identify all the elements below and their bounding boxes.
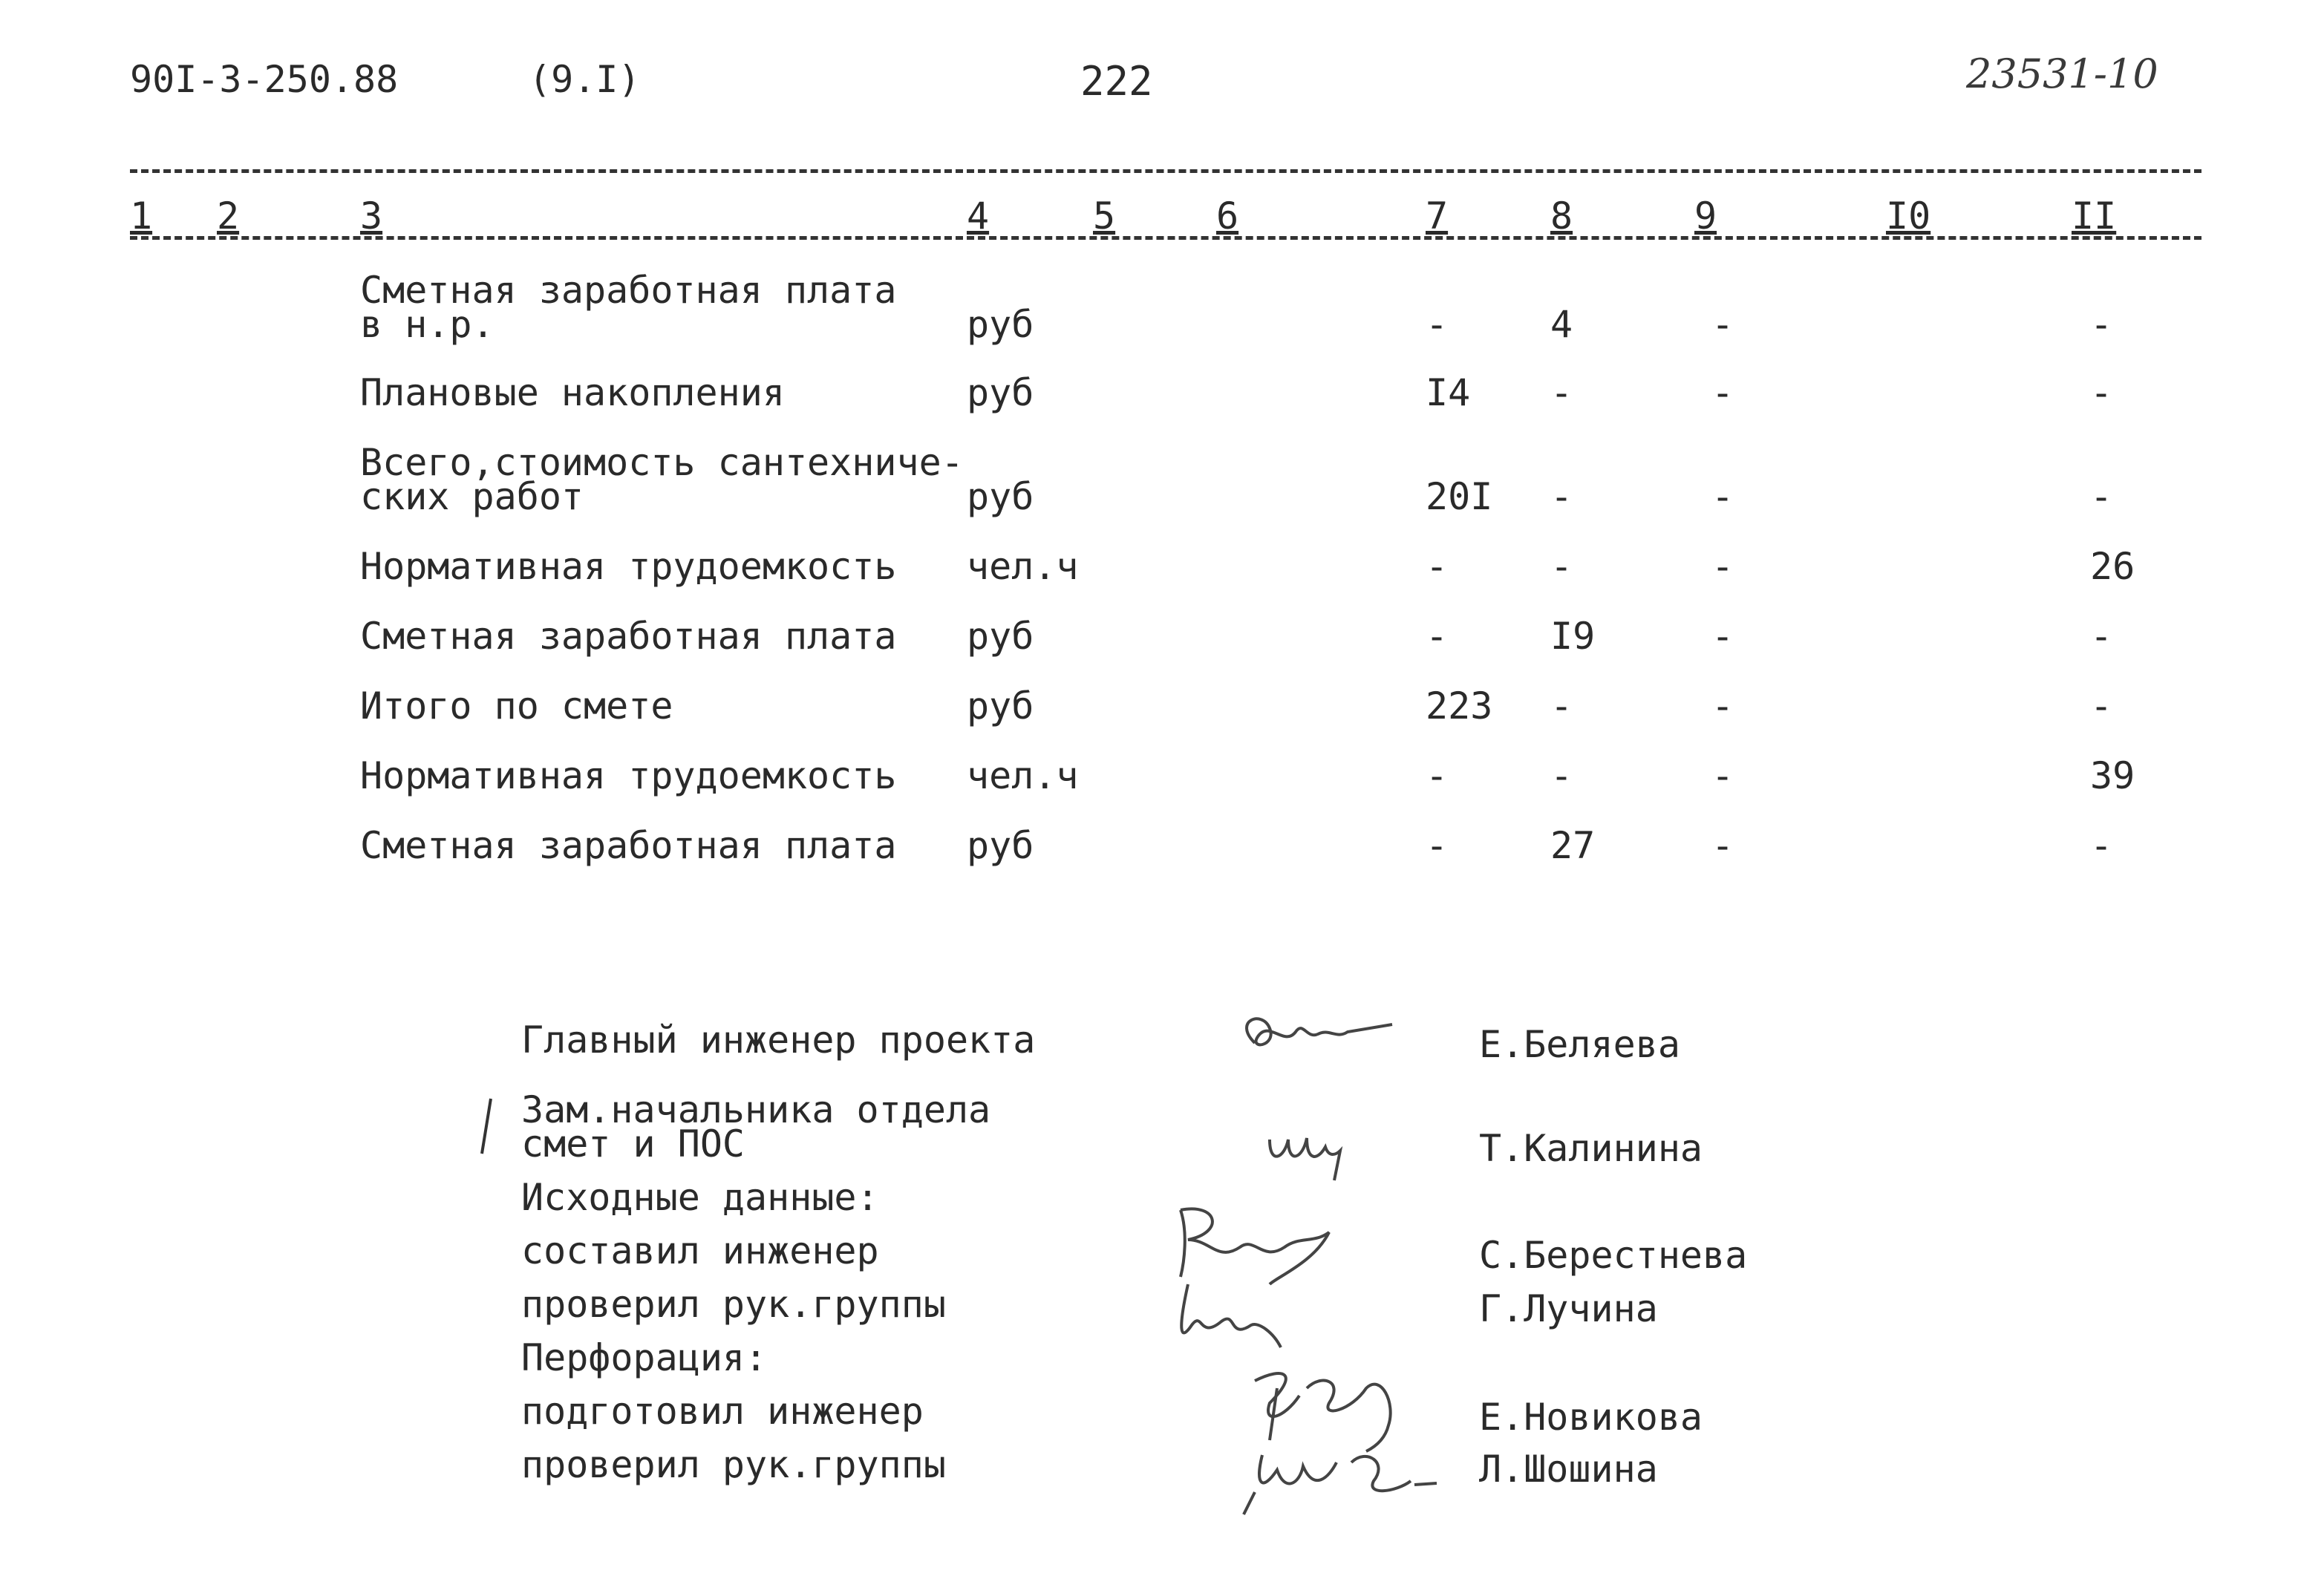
signature-title-line: Исходные данные: (521, 1176, 879, 1219)
row-col9-value: - (1711, 303, 1734, 346)
signature-title-line: подготовил инженер (521, 1390, 924, 1433)
column-number-8: 8 (1550, 194, 1573, 238)
row-name-line: Нормативная трудоемкость (360, 754, 897, 797)
row-unit: руб (967, 615, 1034, 658)
document-code: 90I-3-250.88 (130, 58, 399, 101)
row-name-line: в н.р. (360, 303, 494, 346)
top-dashed-rule (130, 169, 2201, 173)
row-col11-value: - (2090, 371, 2113, 414)
signature-title-line: Главный инженер проекта (521, 1019, 1036, 1062)
row-col9-value: - (1711, 475, 1734, 518)
row-col9-value: - (1711, 545, 1734, 588)
column-number-10: I0 (1886, 194, 1931, 238)
row-col7-value: I4 (1426, 371, 1471, 414)
signature-title-line: составил инженер (521, 1229, 879, 1272)
signatory-name: Е.Новикова (1479, 1396, 1703, 1439)
archive-number: 23531-10 (1966, 50, 2158, 97)
signature-title-line: проверил рук.группы (521, 1283, 946, 1326)
row-name (360, 684, 673, 728)
column-number-7: 7 (1426, 194, 1449, 238)
row-unit: руб (967, 303, 1034, 346)
row-col9-value: - (1711, 824, 1734, 867)
row-col7-value: - (1426, 615, 1449, 658)
row-unit: руб (967, 475, 1034, 518)
signature-mark-berestneva (1166, 1203, 1344, 1287)
row-col11-value: 26 (2090, 545, 2135, 588)
row-name-line: Всего,стоимость сантехниче- (360, 441, 964, 484)
row-unit: руб (967, 824, 1034, 867)
row-name (360, 615, 897, 658)
column-number-5: 5 (1093, 194, 1116, 238)
row-name (360, 545, 897, 588)
column-number-2: 2 (217, 194, 240, 238)
signature-title (521, 1443, 946, 1486)
row-col8-value: 4 (1550, 303, 1573, 346)
row-col7-value: - (1426, 545, 1449, 588)
row-col11-value: - (2090, 684, 2113, 728)
row-col9-value: - (1711, 615, 1734, 658)
row-col11-value: - (2090, 303, 2113, 346)
signature-mark-shoshina (1240, 1440, 1440, 1525)
signature-title-line: проверил рук.группы (521, 1443, 946, 1486)
row-name-line: Нормативная трудоемкость (360, 545, 897, 588)
row-col7-value: - (1426, 303, 1449, 346)
row-name (360, 269, 897, 346)
row-name (360, 824, 897, 867)
row-col8-value: I9 (1550, 615, 1596, 658)
signature-title (521, 1176, 879, 1219)
signature-title (521, 1336, 768, 1379)
signatory-name: Т.Калинина (1479, 1127, 1703, 1170)
row-col7-value: 20I (1426, 475, 1493, 518)
signatory-name: Е.Беляева (1479, 1023, 1680, 1066)
column-number-6: 6 (1216, 194, 1239, 238)
row-unit: руб (967, 371, 1034, 414)
row-name-line: Плановые накопления (360, 371, 785, 414)
row-unit: чел.ч (967, 754, 1079, 797)
row-name-line: ских работ (360, 475, 584, 518)
row-col11-value: - (2090, 615, 2113, 658)
row-col9-value: - (1711, 754, 1734, 797)
column-number-11: II (2072, 194, 2117, 238)
row-name (360, 754, 897, 797)
signature-mark-luchina (1169, 1281, 1288, 1365)
signature-title-line: Перфорация: (521, 1336, 768, 1379)
row-col8-value: - (1550, 475, 1573, 518)
section-number: (9.I) (529, 58, 641, 101)
row-name-line: Сметная заработная плата (360, 615, 897, 658)
signature-mark-belyaeva (1225, 1006, 1396, 1068)
signatory-name: Г.Лучина (1479, 1287, 1658, 1330)
signature-title (521, 1283, 946, 1326)
row-col8-value: - (1550, 754, 1573, 797)
signature-title (521, 1390, 924, 1433)
signature-title (521, 1088, 991, 1166)
column-number-9: 9 (1694, 194, 1717, 238)
signature-title (521, 1019, 1036, 1062)
signature-title-line: Зам.начальника отдела (521, 1088, 991, 1131)
signature-title (521, 1229, 879, 1272)
row-name (360, 441, 964, 518)
row-col8-value: - (1550, 371, 1573, 414)
row-unit: чел.ч (967, 545, 1079, 588)
row-col7-value: - (1426, 824, 1449, 867)
column-number-3: 3 (360, 194, 383, 238)
row-col7-value: 223 (1426, 684, 1493, 728)
row-name (360, 371, 785, 414)
row-col7-value: - (1426, 754, 1449, 797)
page-number: 222 (1080, 58, 1153, 105)
row-col9-value: - (1711, 371, 1734, 414)
column-number-4: 4 (967, 194, 990, 238)
row-col11-value: - (2090, 475, 2113, 518)
row-col8-value: 27 (1550, 824, 1596, 867)
row-name-line: Сметная заработная плата (360, 269, 897, 312)
signature-mark-kalinina (1266, 1125, 1348, 1187)
signatory-name: Л.Шошина (1479, 1448, 1658, 1491)
signature-title-line: смет и ПОС (521, 1122, 745, 1166)
row-unit: руб (967, 684, 1034, 728)
row-col11-value: 39 (2090, 754, 2135, 797)
signatory-name: С.Берестнева (1479, 1234, 1748, 1277)
row-col8-value: - (1550, 545, 1573, 588)
row-col8-value: - (1550, 684, 1573, 728)
column-number-1: 1 (130, 194, 153, 238)
row-name-line: Сметная заработная плата (360, 824, 897, 867)
row-col11-value: - (2090, 824, 2113, 867)
row-col9-value: - (1711, 684, 1734, 728)
row-name-line: Итого по смете (360, 684, 673, 728)
margin-mark (479, 1097, 494, 1160)
